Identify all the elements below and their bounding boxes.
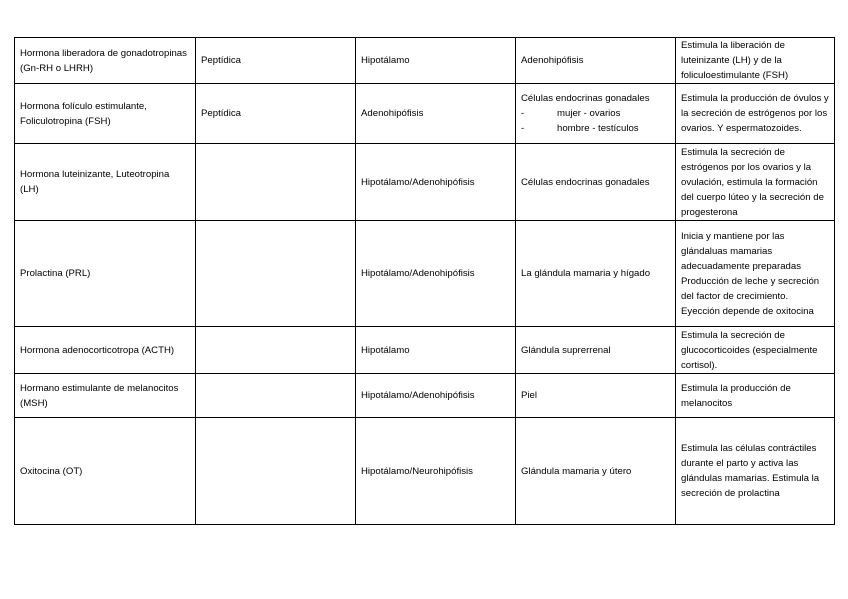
hormone-name-cell: Hormano estimulante de melanocitos (MSH) <box>15 374 196 418</box>
origin-cell: Hipotálamo/Adenohipófisis <box>356 374 516 418</box>
origin-cell: Hipotálamo/Neurohipófisis <box>356 418 516 525</box>
hormone-type-cell <box>196 221 356 327</box>
target-cell: Glándula suprerrenal <box>516 327 676 374</box>
hormone-type-cell: Peptídica <box>196 84 356 144</box>
function-cell: Estimula la secreción de glucocorticoides (especialmente cortisol). <box>676 327 835 374</box>
list-item-text: mujer - ovarios <box>557 108 621 119</box>
table-row <box>15 38 835 84</box>
origin-cell: Adenohipófisis <box>356 84 516 144</box>
table-row <box>15 418 835 525</box>
table-row <box>15 144 835 221</box>
hormone-type-cell <box>196 374 356 418</box>
hormone-name-cell: Hormona luteinizante, Luteotropina (LH) <box>15 144 196 221</box>
origin-cell: Hipotálamo <box>356 327 516 374</box>
list-item-text: hombre - testículos <box>557 123 639 134</box>
hormone-name-cell: Hormona liberadora de gonadotropinas (Gn-RH o LHRH) <box>15 38 196 84</box>
target-cell: Piel <box>516 374 676 418</box>
function-cell: Estimula la liberación de luteinizante (LH) y de la foliculoestimulante (FSH) <box>676 38 835 84</box>
list-bullet: - <box>521 108 525 119</box>
origin-cell: Hipotálamo/Adenohipófisis <box>356 221 516 327</box>
hormone-name-cell: Oxitocina (OT) <box>15 418 196 525</box>
target-cell: Células endocrinas gonadales <box>516 144 676 221</box>
target-cell: Adenohipófisis <box>516 38 676 84</box>
table-row <box>15 84 835 144</box>
list-item <box>521 106 670 121</box>
target-cell: Glándula mamaria y útero <box>516 418 676 525</box>
hormone-type-cell <box>196 144 356 221</box>
hormone-name-cell: Prolactina (PRL) <box>15 221 196 327</box>
function-cell: Estimula la producción de óvulos y la secreción de estrógenos por los ovarios. Y espermatozoides. <box>676 84 835 144</box>
target-cell: La glándula mamaria y hígado <box>516 221 676 327</box>
origin-cell: Hipotálamo <box>356 38 516 84</box>
function-cell: Inicia y mantiene por las glándaluas mamarias adecuadamente preparadas Producción de leche y secreción del factor de crecimiento. Eyección depende de oxitocina <box>676 221 835 327</box>
hormone-type-cell <box>196 418 356 525</box>
function-cell: Estimula la producción de melanocitos <box>676 374 835 418</box>
table-row <box>15 327 835 374</box>
hormone-type-cell: Peptídica <box>196 38 356 84</box>
target-list <box>521 91 670 136</box>
function-cell: Estimula las células contráctiles durante el parto y activa las glándulas mamarias. Estimula la secreción de prolactina <box>676 418 835 525</box>
table-row <box>15 374 835 418</box>
list-item <box>521 121 670 136</box>
hormone-name-cell: Hormona folículo estimulante, Foliculotropina (FSH) <box>15 84 196 144</box>
target-list-title: Células endocrinas gonadales <box>521 93 650 104</box>
function-cell: Estimula la secreción de estrógenos por los ovarios y la ovulación, estimula la formación del cuerpo lúteo y la secreción de progesterona <box>676 144 835 221</box>
hormone-table <box>14 37 835 525</box>
target-cell <box>516 84 676 144</box>
list-bullet: - <box>521 123 525 134</box>
table-row <box>15 221 835 327</box>
hormone-name-cell: Hormona adenocorticotropa (ACTH) <box>15 327 196 374</box>
origin-cell: Hipotálamo/Adenohipófisis <box>356 144 516 221</box>
hormone-type-cell <box>196 327 356 374</box>
